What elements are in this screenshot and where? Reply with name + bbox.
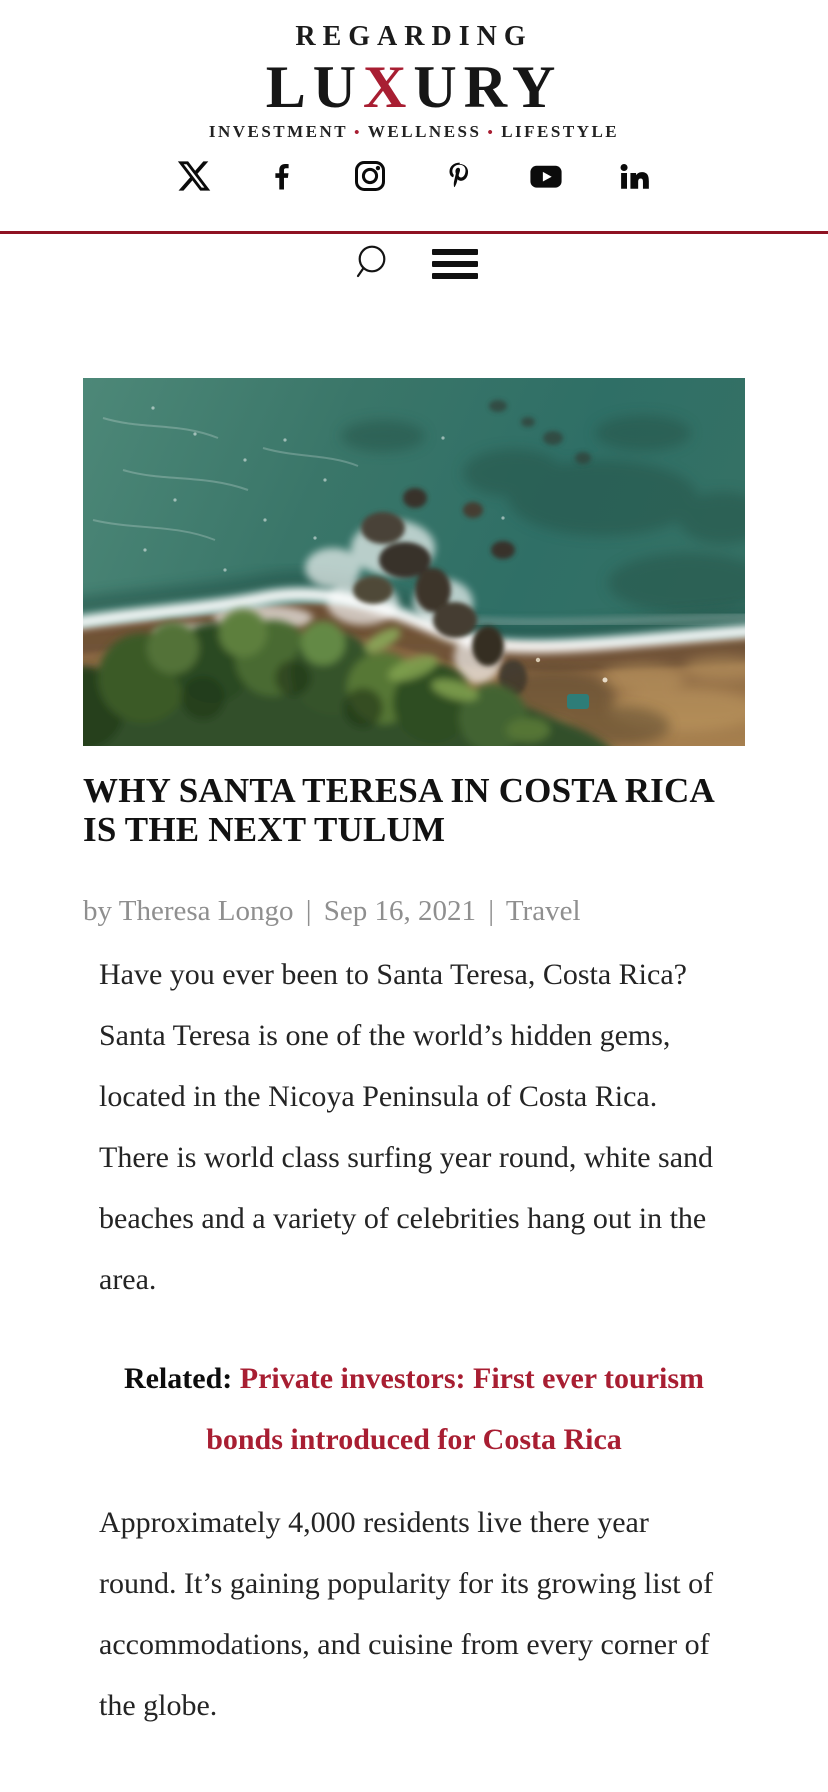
byline-separator: | (305, 895, 312, 927)
tagline-investment: INVESTMENT (208, 122, 349, 141)
byline-date: Sep 16, 2021 (323, 895, 477, 927)
byline-prefix: by (83, 895, 112, 927)
logo-x-accent: X (363, 54, 414, 120)
youtube-icon[interactable] (518, 157, 574, 195)
linkedin-icon[interactable] (606, 157, 662, 195)
logo-regarding: REGARDING (295, 21, 533, 52)
byline-author-link[interactable]: Theresa Longo (118, 895, 294, 927)
tagline-wellness: WELLNESS (367, 122, 482, 141)
byline-category-link[interactable]: Travel (505, 895, 581, 927)
related-note (83, 1348, 745, 1470)
pinterest-icon[interactable] (430, 157, 486, 195)
byline-separator: | (488, 895, 495, 927)
tagline-bullet-icon: • (487, 125, 496, 141)
related-label: Related: (123, 1362, 233, 1395)
search-icon[interactable] (350, 242, 390, 286)
red-divider (0, 231, 828, 234)
logo-luxury (209, 54, 619, 120)
facebook-icon[interactable] (254, 157, 310, 195)
tagline-lifestyle: LIFESTYLE (501, 122, 620, 141)
instagram-icon[interactable] (342, 157, 398, 195)
social-bar (0, 157, 828, 195)
x-twitter-icon[interactable] (166, 157, 222, 195)
related-article-link[interactable]: Private investors: First ever tourism bonds introduced for Costa Rica (206, 1362, 705, 1456)
hero-image (83, 378, 745, 746)
article-title: WHY SANTA TERESA IN COSTA RICA IS THE NEXT TULUM (83, 771, 714, 849)
hamburger-menu-icon[interactable] (432, 249, 478, 279)
byline (83, 891, 745, 931)
article-paragraph: Approximately 4,000 residents live there year round. It’s gaining popularity for its growing list of accommodations, and cuisine from every corner of the globe. (99, 1506, 714, 1722)
article (83, 378, 745, 1736)
logo-luxury-post: URY (413, 54, 563, 120)
logo-tagline (209, 120, 619, 145)
tagline-bullet-icon: • (354, 125, 362, 141)
nav-bar (0, 242, 828, 286)
logo-luxury-pre: LU (265, 54, 364, 120)
article-paragraph: Have you ever been to Santa Teresa, Costa Rica? Santa Teresa is one of the world’s hidden gems, located in the Nicoya Peninsula of Costa Rica. There is world class surfing year round, white sand beaches and a variety of celebrities hang out in the area. (99, 958, 714, 1296)
page-header (0, 0, 828, 195)
brand-logo[interactable] (209, 20, 619, 145)
